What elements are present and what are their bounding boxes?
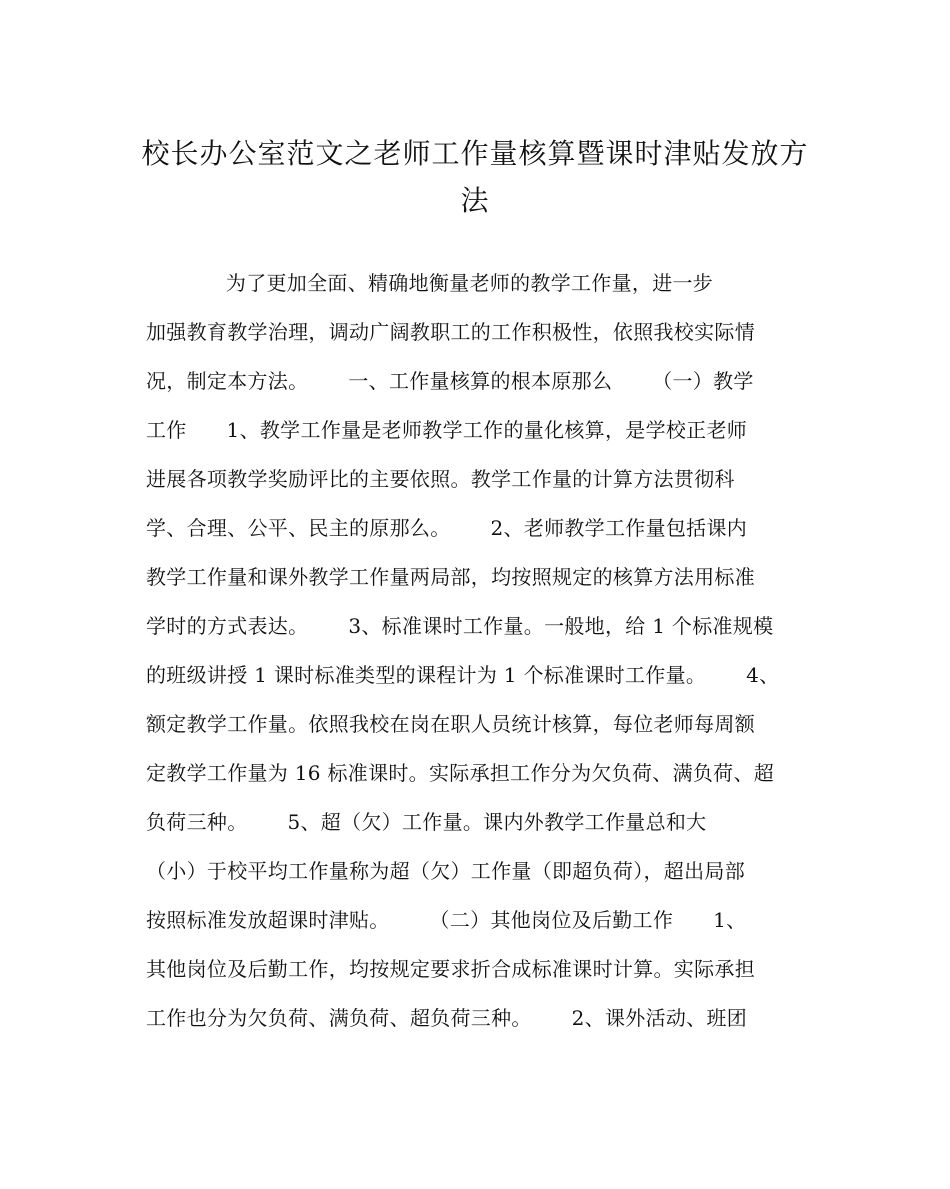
document-title-line-2: 法	[460, 184, 490, 217]
body-line-4: 工作 1、教学工作量是老师教学工作的量化核算，是学校正老师	[146, 418, 748, 442]
body-line-13: （小）于校平均工作量称为超（欠）工作量（即超负荷），超出局部	[146, 859, 745, 883]
body-line-7: 教学工作量和课外教学工作量两局部，均按照规定的核算方法用标准	[146, 565, 755, 589]
body-line-10: 额定教学工作量。依照我校在岗在职人员统计核算，每位老师每周额	[146, 712, 755, 736]
document-title-line-1: 校长办公室范文之老师工作量核算暨课时津贴发放方	[141, 137, 809, 170]
body-line-3: 况，制定本方法。 一、工作量核算的根本原那么 （一）教学	[146, 369, 754, 393]
body-line-14: 按照标准发放超课时津贴。 （二）其他岗位及后勤工作 1、	[146, 908, 747, 932]
body-line-6: 学、合理、公平、民主的原那么。 2、老师教学工作量包括课内	[146, 516, 748, 540]
body-line-8: 学时的方式表达。 3、标准课时工作量。一般地，给 1 个标准规模	[146, 614, 774, 638]
body-line-12: 负荷三种。 5、超（欠）工作量。课内外教学工作量总和大	[146, 810, 707, 834]
body-line-9: 的班级讲授 1 课时标准类型的课程计为 1 个标准课时工作量。 4、	[146, 663, 780, 687]
body-line-16: 工作也分为欠负荷、满负荷、超负荷三种。 2、课外活动、班团	[146, 1006, 748, 1030]
body-line-1: 为了更加全面、精确地衡量老师的教学工作量，进一步	[146, 271, 714, 295]
body-line-5: 进展各项教学奖励评比的主要依照。教学工作量的计算方法贯彻科	[146, 467, 735, 491]
body-line-15: 其他岗位及后勤工作，均按规定要求折合成标准课时计算。实际承担	[146, 957, 755, 981]
body-line-11: 定教学工作量为 16 标准课时。实际承担工作分为欠负荷、满负荷、超	[146, 761, 775, 785]
body-line-2: 加强教育教学治理，调动广阔教职工的工作积极性，依照我校实际情	[146, 320, 755, 344]
